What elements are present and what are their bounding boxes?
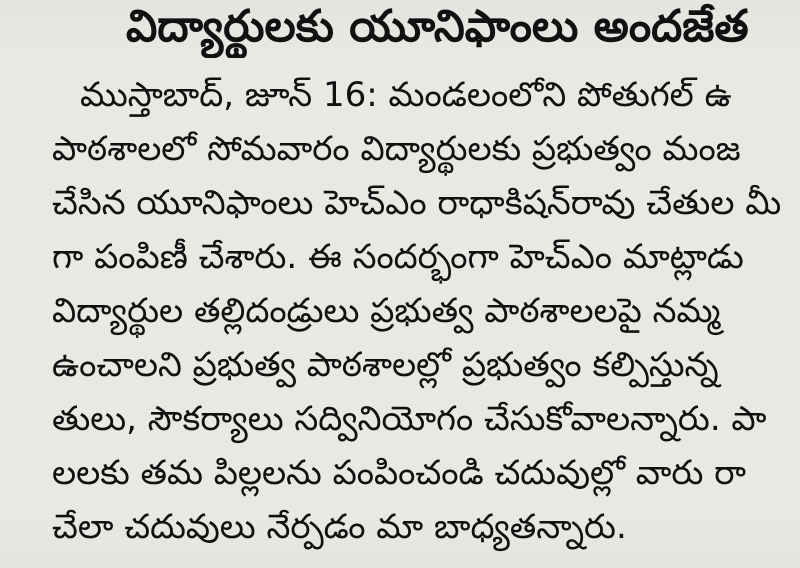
article-line-5: విద్యార్థుల తల్లిదండ్రులు ప్రభుత్వ పాఠశాలలపై నమ్మ bbox=[52, 291, 721, 331]
article-line-2: పాఠశాలలో సోమవారం విద్యార్థులకు ప్రభుత్వం మంజ bbox=[52, 129, 741, 169]
headline: విద్యార్థులకు యూనిఫాంలు అందజేత bbox=[126, 1, 749, 52]
article-line-1: ముస్తాబాద్, జూన్ 16: మండలంలోని పోతుగల్ ఉ bbox=[80, 75, 732, 115]
article-line-8: లలకు తమ పిల్లలను పంపించండి చదువుల్లో వారు రా bbox=[52, 453, 747, 493]
article-body bbox=[0, 68, 800, 568]
article-line-3: చేసిన యూనిఫాంలు హెచ్‌ఎం రాధాకిషన్‌రావు చేతుల మీ bbox=[52, 183, 782, 223]
article-line-4: గా పంపిణీ చేశారు. ఈ సందర్భంగా హెచ్‌ఎం మాట్లాడు bbox=[52, 237, 744, 277]
article-line-7: తులు, సౌకర్యాలు సద్వినియోగం చేసుకోవాలన్నారు. పా bbox=[52, 399, 767, 439]
article-line-6: ఉంచాలని ప్రభుత్వ పాఠశాలల్లో ప్రభుత్వం కల్పిస్తున్న bbox=[52, 345, 719, 385]
article-line-9: చేలా చదువులు నేర్పడం మా బాధ్యతన్నారు. bbox=[52, 507, 627, 547]
